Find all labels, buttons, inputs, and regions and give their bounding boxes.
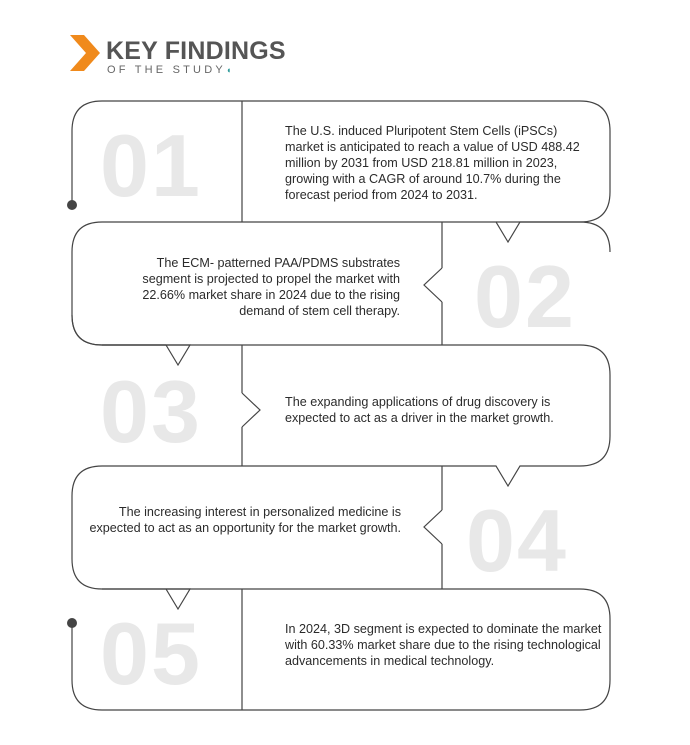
finding-number-04: 04 [466, 491, 568, 590]
finding-number-02: 02 [474, 247, 576, 346]
finding-text-04: The increasing interest in personalized medicine is expected to act as an opportunity for the market growth. [89, 505, 401, 535]
finding-number-01: 01 [100, 116, 202, 215]
crescent-icon: ◖ [225, 65, 232, 75]
flow-start-dot [67, 200, 77, 210]
finding-number-03: 03 [100, 362, 202, 461]
finding-text-02: The ECM- patterned PAA/PDMS substrates segment is projected to propel the market with 22.66% market share in 2024 due to the rising demand of stem cell therapy. [142, 256, 400, 318]
page-subtitle: OF THE STUDY◖ [107, 64, 232, 76]
finding-text-03: The expanding applications of drug discovery is expected to act as a driver in the market growth. [285, 395, 554, 425]
page-title: KEY FINDINGS [106, 37, 286, 65]
finding-number-05: 05 [100, 604, 202, 703]
flow-end-dot [67, 618, 77, 628]
finding-text-01: The U.S. induced Pluripotent Stem Cells (iPSCs) market is anticipated to reach a value of USD 488.42 million by 2031 from USD 218.81 million in 2023, growing with a CAGR of around 10.7% during the forecast period from 2024 to 2031. [285, 124, 580, 202]
finding-text-05: In 2024, 3D segment is expected to dominate the market with 60.33% market share due to the rising technological advancements in medical technology. [285, 622, 602, 668]
